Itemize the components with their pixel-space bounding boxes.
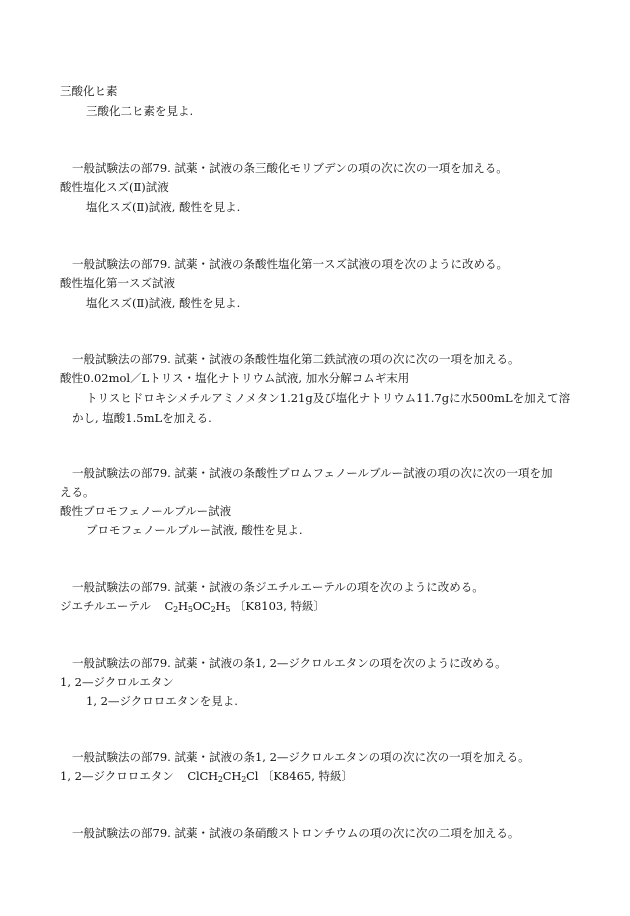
entry-text: トリスヒドロキシメチルアミノメタン1.21g及び塩化ナトリウム11.7gに水500mLを加えて溶 (86, 391, 571, 405)
reagent-spec: 〔K8465, 特級〕 (261, 769, 354, 783)
reagent-name: 1, 2—ジクロロエタン (60, 769, 174, 783)
entry-heading: 酸性塩化スズ(Ⅱ)試液 (60, 180, 169, 194)
chemical-formula: $C_2H_5OC_2H_5$ (164, 599, 231, 614)
amendment-instruction: 一般試験法の部79. 試薬・試液の条1, 2—ジクロルエタンの項の次に次の一項を加える。 (72, 750, 530, 764)
amendment-instruction: 一般試験法の部79. 試薬・試液の条ジエチルエーテルの項を次のように改める。 (72, 580, 484, 594)
entry-text: 三酸化二ヒ素を見よ. (86, 104, 194, 118)
entry-text: 塩化スズ(Ⅱ)試液, 酸性を見よ. (86, 200, 241, 214)
reagent-spec: 〔K8103, 特級〕 (233, 599, 326, 613)
reagent-name: ジエチルエーテル (60, 599, 151, 613)
entry-text: ブロモフェノールブルー試液, 酸性を見よ. (86, 523, 303, 537)
amendment-instruction-continuation: える。 (60, 485, 95, 499)
entry-text: 1, 2—ジクロロエタンを見よ. (86, 694, 238, 708)
chemical-formula: $ClCH_2CH_2Cl$ (187, 769, 259, 784)
amendment-instruction: 一般試験法の部79. 試薬・試液の条三酸化モリブデンの項の次に次の一項を加える。 (72, 161, 508, 175)
entry-heading: 酸性ブロモフェノールブルー試液 (60, 504, 232, 518)
entry-heading: 酸性塩化第一スズ試液 (60, 276, 175, 290)
reagent-entry (60, 771, 353, 783)
amendment-instruction: 一般試験法の部79. 試薬・試液の条酸性塩化第二鉄試液の項の次に次の一項を加える。 (72, 352, 520, 366)
entry-heading: 酸性0.02mol／Lトリス・塩化ナトリウム試液, 加水分解コムギ末用 (60, 371, 410, 385)
reagent-entry (60, 601, 325, 613)
amendment-instruction: 一般試験法の部79. 試薬・試液の条酸性ブロムフェノールブルー試液の項の次に次の一項を加 (72, 466, 553, 480)
amendment-instruction: 一般試験法の部79. 試薬・試液の条1, 2—ジクロルエタンの項を次のように改める。 (72, 656, 507, 670)
amendment-instruction: 一般試験法の部79. 試薬・試液の条酸性塩化第一スズ試液の項を次のように改める。 (72, 257, 508, 271)
entry-heading: 1, 2—ジクロルエタン (60, 675, 174, 689)
amendment-instruction: 一般試験法の部79. 試薬・試液の条硝酸ストロンチウムの項の次に次の二項を加える。 (72, 826, 520, 840)
entry-heading: 三酸化ヒ素 (60, 84, 118, 98)
entry-text: 塩化スズ(Ⅱ)試液, 酸性を見よ. (86, 296, 241, 310)
entry-text-continuation: かし, 塩酸1.5mLを加える. (72, 411, 212, 425)
